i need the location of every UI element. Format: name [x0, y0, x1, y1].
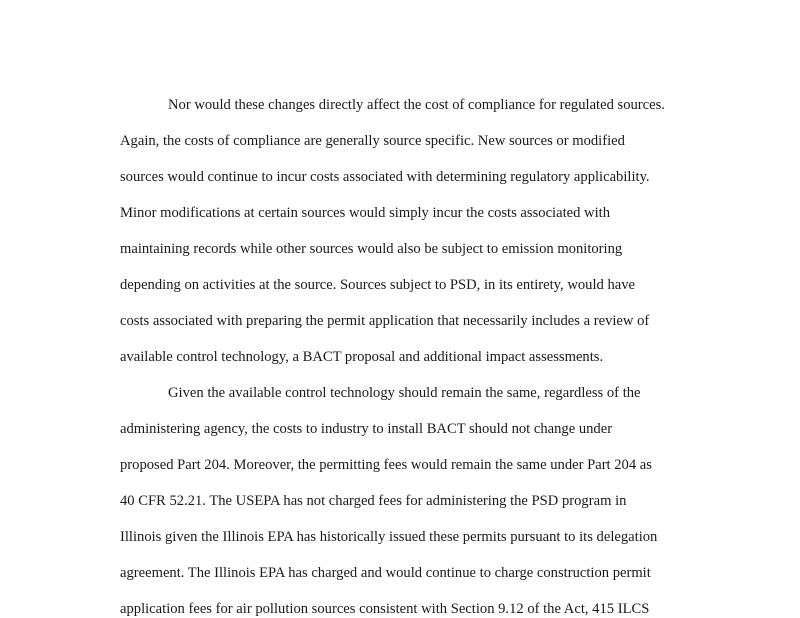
paragraph-1-line-5: maintaining records while other sources would also be subject to emission monitoring — [120, 241, 623, 257]
paragraph-1-line-2: Again, the costs of compliance are generally source specific. New sources or modified — [120, 133, 625, 149]
paragraph-2-line-7: application fees for air pollution sources consistent with Section 9.12 of the Act, 415 ILCS — [120, 601, 650, 617]
paragraph-2-line-3: proposed Part 204. Moreover, the permitting fees would remain the same under Part 204 as — [120, 457, 652, 473]
paragraph-2-line-1: Given the available control technology should remain the same, regardless of the — [168, 385, 641, 401]
paragraph-1-line-3: sources would continue to incur costs associated with determining regulatory applicability. — [120, 169, 650, 185]
paragraph-1-line-8: available control technology, a BACT proposal and additional impact assessments. — [120, 349, 604, 365]
paragraph-2-line-2: administering agency, the costs to industry to install BACT should not change under — [120, 421, 613, 437]
paragraph-1-line-7: costs associated with preparing the permit application that necessarily includes a review of — [120, 313, 650, 329]
paragraph-1-line-1: Nor would these changes directly affect the cost of compliance for regulated sources. — [168, 97, 665, 113]
paragraph-1-line-6: depending on activities at the source. Sources subject to PSD, in its entirety, would have — [120, 277, 635, 293]
paragraph-2-line-4: 40 CFR 52.21. The USEPA has not charged fees for administering the PSD program in — [120, 493, 627, 509]
paragraph-2-line-6: agreement. The Illinois EPA has charged and would continue to charge construction permit — [120, 565, 651, 581]
paragraph-2-line-5: Illinois given the Illinois EPA has historically issued these permits pursuant to its delegation — [120, 529, 658, 545]
paragraph-1-line-4: Minor modifications at certain sources would simply incur the costs associated with — [120, 205, 611, 221]
